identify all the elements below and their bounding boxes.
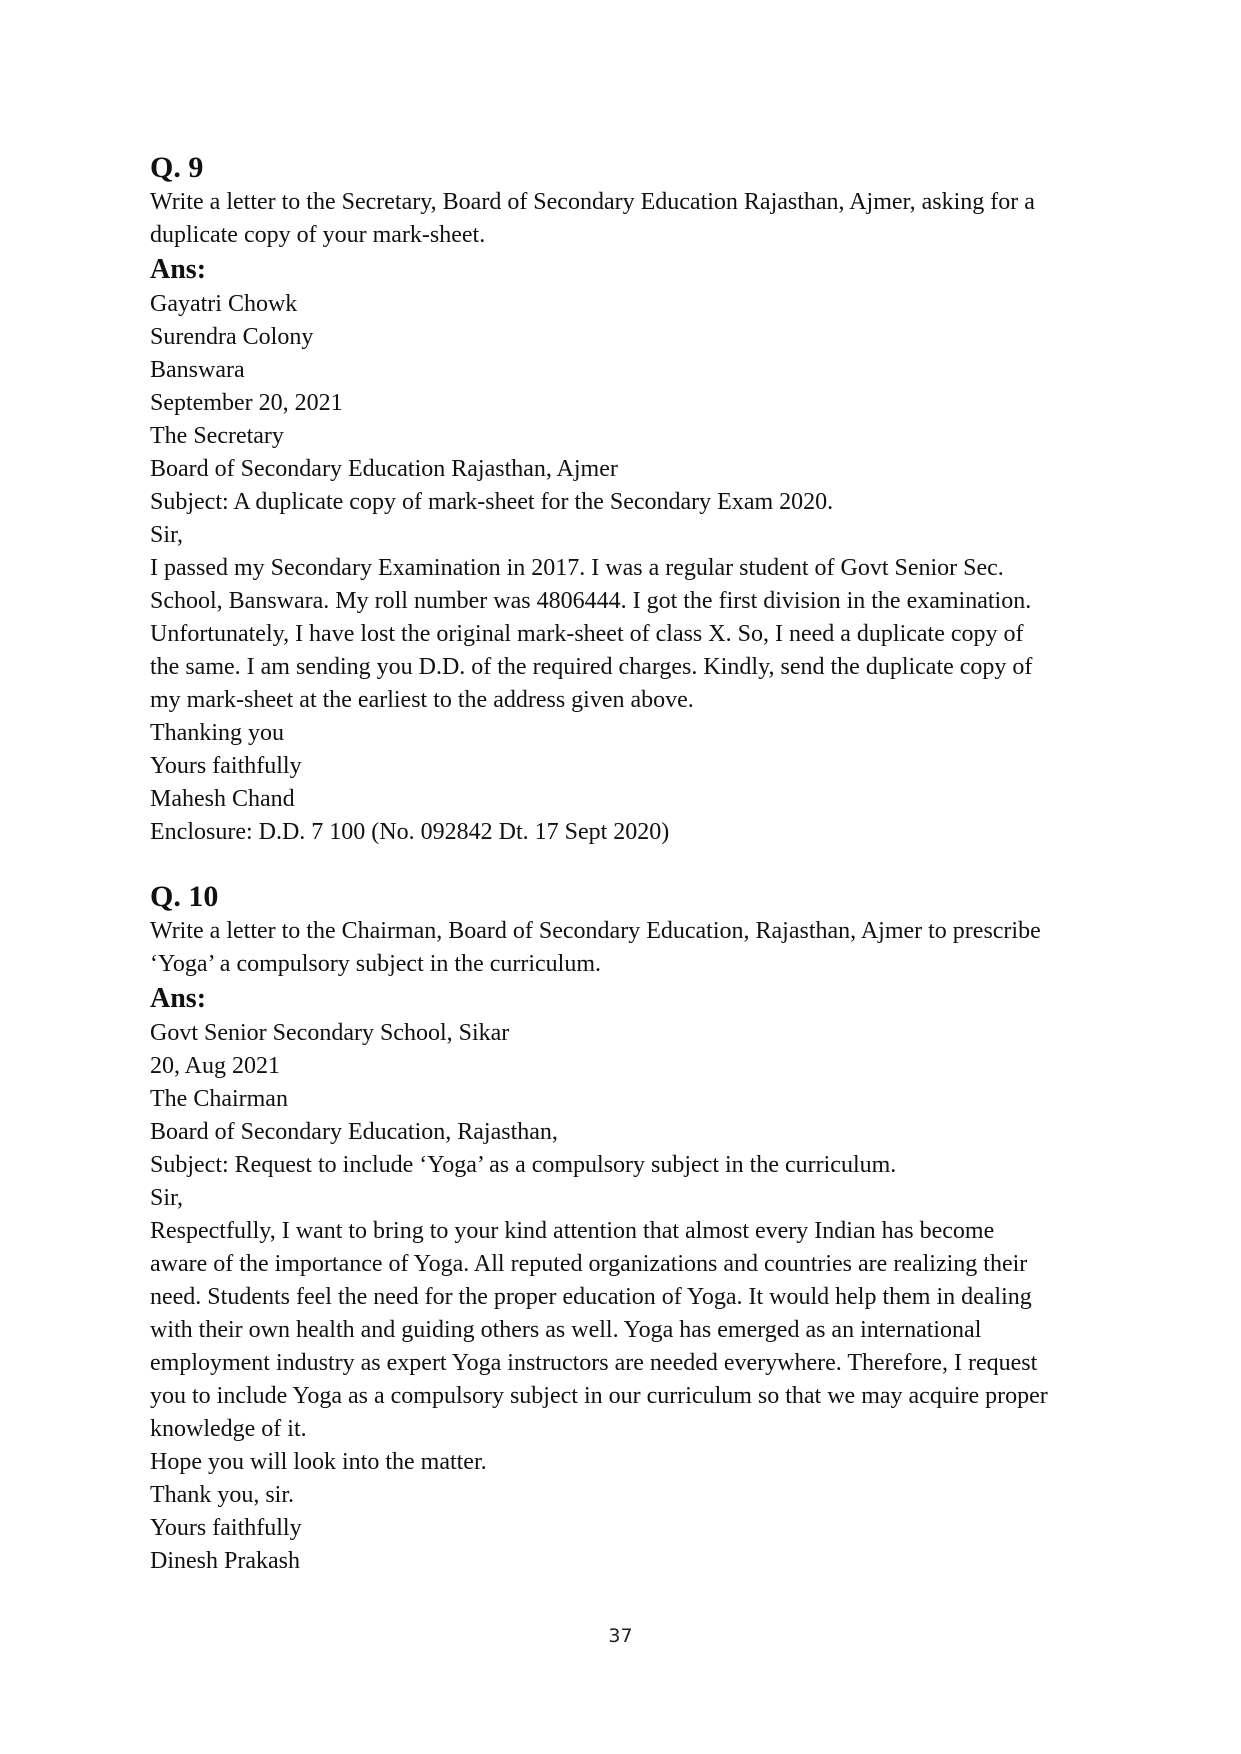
document-page: [150, 150, 1090, 1578]
recipient-line: The Chairman: [150, 1086, 288, 1112]
closing-line: Thank you, sir.: [150, 1482, 294, 1508]
question-10-text: [150, 915, 1090, 981]
letter-date: September 20, 2021: [150, 390, 343, 416]
letter-body-line: I passed my Secondary Examination in 2017. I was a regular student of Govt Senior Sec.: [150, 555, 1004, 581]
salutation: Sir,: [150, 522, 184, 548]
letter-subject: Subject: Request to include ‘Yoga’ as a compulsory subject in the curriculum.: [150, 1152, 897, 1178]
letter-body-line: School, Banswara. My roll number was 4806444. I got the first division in the examination.: [150, 588, 1032, 614]
recipient-line: Board of Secondary Education Rajasthan, Ajmer: [150, 456, 618, 482]
sender-address-line: Govt Senior Secondary School, Sikar: [150, 1020, 510, 1046]
letter-body-line: employment industry as expert Yoga instructors are needed everywhere. Therefore, I request: [150, 1350, 1038, 1376]
letter-subject: Subject: A duplicate copy of mark-sheet for the Secondary Exam 2020.: [150, 489, 834, 515]
question-10-heading: Q. 10: [150, 880, 219, 913]
recipient-line: The Secretary: [150, 423, 284, 449]
question-9-text: [150, 186, 1090, 252]
enclosure-line: Enclosure: D.D. 7 100 (No. 092842 Dt. 17 Sept 2020): [150, 819, 670, 845]
recipient-line: Board of Secondary Education, Rajasthan,: [150, 1119, 558, 1145]
closing-line: Hope you will look into the matter.: [150, 1449, 487, 1475]
letter-body-line: Respectfully, I want to bring to your kind attention that almost every Indian has become: [150, 1218, 995, 1244]
letter-body-line: knowledge of it.: [150, 1416, 307, 1442]
letter-body-line: need. Students feel the need for the proper education of Yoga. It would help them in dealing: [150, 1284, 1032, 1310]
answer-10-label: Ans:: [150, 983, 207, 1014]
letter-body-line: Unfortunately, I have lost the original mark-sheet of class X. So, I need a duplicate copy of: [150, 621, 1024, 647]
letter-body-line: you to include Yoga as a compulsory subject in our curriculum so that we may acquire proper: [150, 1383, 1048, 1409]
question-line: duplicate copy of your mark-sheet.: [150, 222, 486, 248]
answer-10-letter: [150, 1017, 1090, 1578]
signature-name: Dinesh Prakash: [150, 1548, 300, 1574]
letter-body-line: aware of the importance of Yoga. All reputed organizations and countries are realizing their: [150, 1251, 1028, 1277]
sender-address-line: Banswara: [150, 357, 245, 383]
answer-9-label: Ans:: [150, 254, 207, 285]
closing-line: Yours faithfully: [150, 1515, 302, 1541]
signature-name: Mahesh Chand: [150, 786, 295, 812]
closing-line: Yours faithfully: [150, 753, 302, 779]
question-9: [150, 150, 1090, 849]
sender-address-line: Gayatri Chowk: [150, 291, 298, 317]
closing-line: Thanking you: [150, 720, 284, 746]
letter-body-line: the same. I am sending you D.D. of the required charges. Kindly, send the duplicate copy of: [150, 654, 1033, 680]
question-line: ‘Yoga’ a compulsory subject in the curriculum.: [150, 951, 602, 977]
letter-body-line: with their own health and guiding others as well. Yoga has emerged as an international: [150, 1317, 982, 1343]
answer-9-letter: [150, 288, 1090, 849]
question-line: Write a letter to the Secretary, Board of Secondary Education Rajasthan, Ajmer, asking for a: [150, 189, 1035, 215]
salutation: Sir,: [150, 1185, 184, 1211]
letter-date: 20, Aug 2021: [150, 1053, 281, 1079]
letter-body-line: my mark-sheet at the earliest to the address given above.: [150, 687, 694, 713]
question-line: Write a letter to the Chairman, Board of Secondary Education, Rajasthan, Ajmer to prescribe: [150, 918, 1041, 944]
question-10: [150, 879, 1090, 1578]
page-number: 37: [608, 1625, 633, 1647]
question-9-heading: Q. 9: [150, 151, 204, 184]
sender-address-line: Surendra Colony: [150, 324, 314, 350]
